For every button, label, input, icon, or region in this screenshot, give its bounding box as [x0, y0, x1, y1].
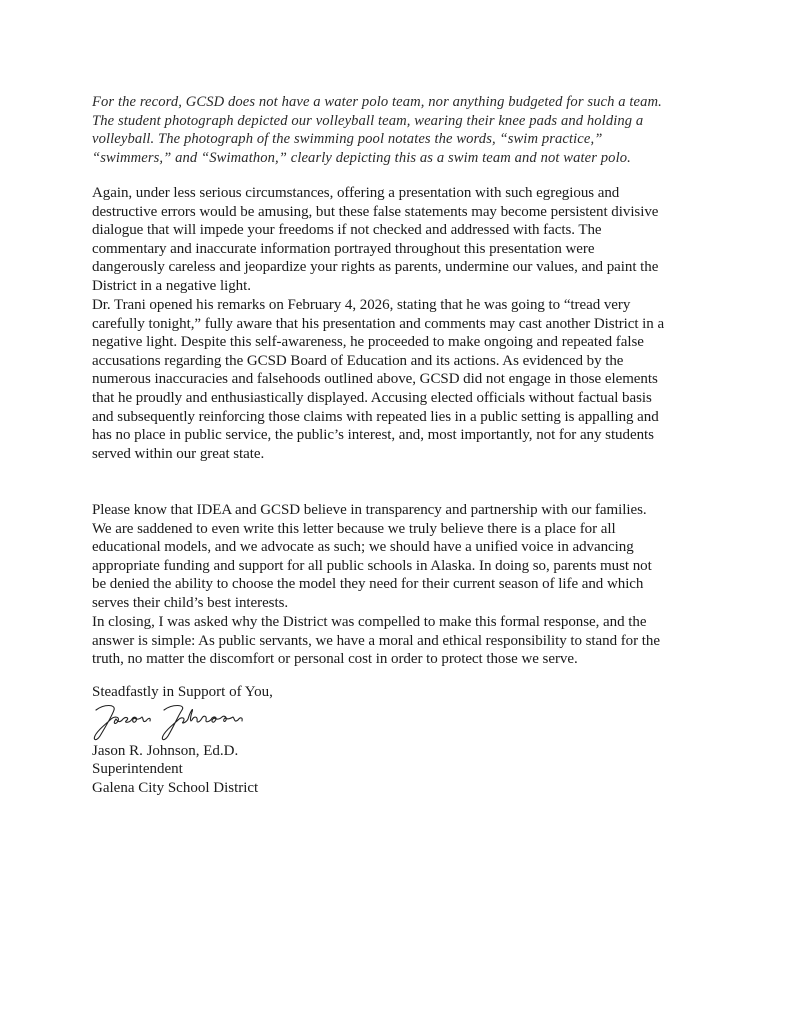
- text-line: and subsequently reinforcing those claims with repeated lies in a public setting is appalling and: [92, 408, 659, 425]
- text-line: For the record, GCSD does not have a water polo team, nor anything budgeted for such a team.: [92, 94, 662, 110]
- text-line: truth, no matter the discomfort or personal cost in order to protect those we serve.: [92, 651, 578, 668]
- paragraph-transparency: [92, 501, 652, 613]
- text-line: has no place in public service, the public’s interest, and, most importantly, not for any students: [92, 427, 654, 444]
- text-line: numerous inaccuracies and falsehoods outlined above, GCSD did not engage in those elements: [92, 371, 658, 388]
- signer-title: Superintendent: [92, 761, 183, 778]
- text-line: The student photograph depicted our volleyball team, wearing their knee pads and holding a: [92, 112, 644, 129]
- text-line: negative light. Despite this self-awareness, he proceeded to make ongoing and repeated false: [92, 334, 644, 351]
- text-line: dialogue that will impede your freedoms if not checked and addressed with facts. The: [92, 222, 602, 239]
- text-line: commentary and inaccurate information portrayed throughout this presentation were: [92, 240, 595, 257]
- text-line: accusations regarding the GCSD Board of Education and its actions. As evidenced by the: [92, 352, 624, 369]
- paragraph-water-polo: [92, 93, 662, 167]
- text-line: Please know that IDEA and GCSD believe in transparency and partnership with our families.: [92, 502, 647, 518]
- text-line: “swimmers,” and “Swimathon,” clearly depicting this as a swim team and not water polo.: [92, 149, 631, 166]
- paragraph-serious-circumstances: [92, 184, 658, 296]
- text-line: In closing, I was asked why the District was compelled to make this formal response, and the: [92, 614, 647, 630]
- text-line: appropriate funding and support for all public schools in Alaska. In doing so, parents must not: [92, 557, 652, 574]
- text-line: educational models, and we advocate as such; we should have a unified voice in advancing: [92, 539, 634, 556]
- text-line: destructive errors would be amusing, but these false statements may become persistent divisive: [92, 203, 659, 220]
- signer-organization: Galena City School District: [92, 779, 259, 796]
- valediction: Steadfastly in Support of You,: [92, 684, 273, 700]
- signature-block: [92, 683, 273, 797]
- paragraph-dr-trani: [92, 296, 664, 463]
- text-line: We are saddened to even write this letter because we truly believe there is a place for all: [92, 520, 616, 537]
- signer-name: Jason R. Johnson, Ed.D.: [92, 742, 239, 759]
- text-line: District in a negative light.: [92, 277, 251, 294]
- text-line: that he proudly and enthusiastically displayed. Accusing elected officials without factual basis: [92, 389, 652, 406]
- text-line: carefully tonight,” fully aware that his presentation and comments may cast another District in a: [92, 315, 665, 332]
- text-line: Dr. Trani opened his remarks on February 4, 2026, stating that he was going to “tread very: [92, 297, 631, 313]
- text-line: dangerously careless and jeopardize your rights as parents, undermine our values, and paint the: [92, 259, 659, 276]
- text-line: served within our great state.: [92, 445, 265, 462]
- text-line: volleyball. The photograph of the swimming pool notates the words, “swim practice,”: [92, 131, 603, 148]
- text-line: be denied the ability to choose the model they need for their current season of life and which: [92, 576, 644, 593]
- text-line: answer is simple: As public servants, we have a moral and ethical responsibility to stand for the: [92, 632, 660, 649]
- text-line: Again, under less serious circumstances, offering a presentation with such egregious and: [92, 185, 620, 201]
- handwritten-signature: [90, 702, 250, 742]
- paragraph-closing: [92, 613, 660, 669]
- text-line: serves their child’s best interests.: [92, 594, 289, 611]
